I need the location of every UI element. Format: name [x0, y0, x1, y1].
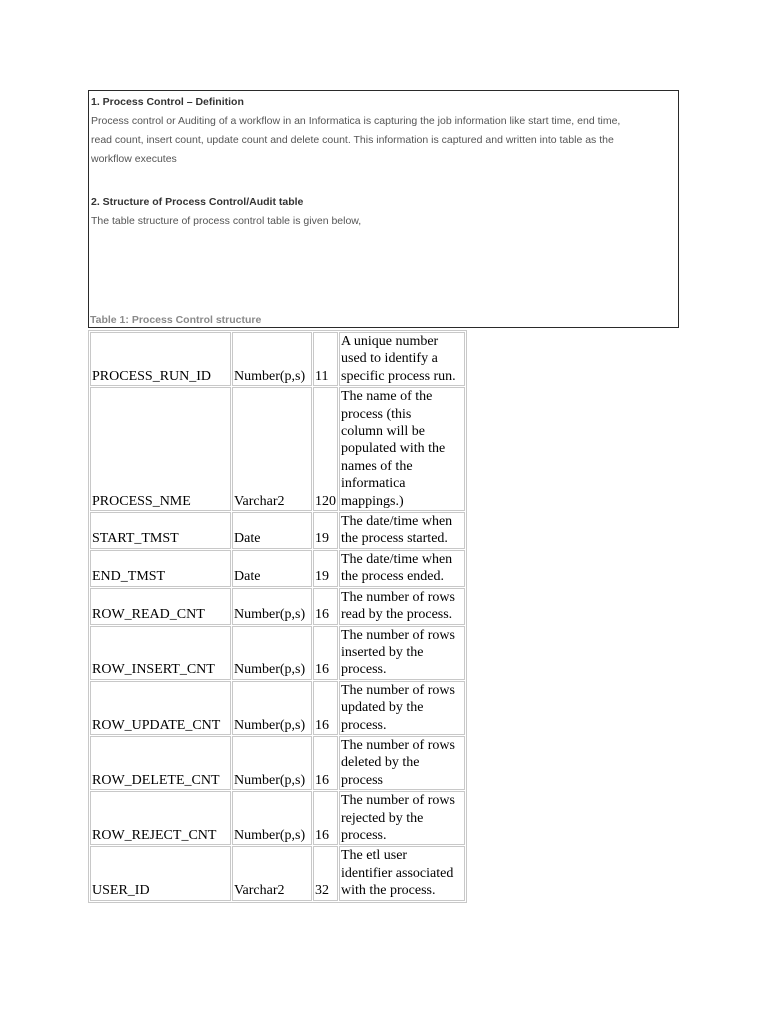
column-name-cell: START_TMST: [90, 512, 231, 549]
description-line: mappings.): [341, 493, 404, 509]
column-name-cell: ROW_READ_CNT: [90, 588, 231, 625]
definition-line-1: Process control or Auditing of a workflow in an Informatica is capturing the job information like start time, end time,: [91, 115, 621, 127]
table-row: [90, 332, 465, 386]
description-line: The date/time when: [341, 514, 453, 530]
table-caption: Table 1: Process Control structure: [90, 314, 262, 326]
description-line: process (this: [341, 406, 412, 422]
data-type-cell: Number(p,s): [232, 736, 312, 790]
table-row: [90, 387, 465, 511]
size-cell: 120: [313, 387, 338, 511]
description-line: The etl user: [341, 848, 408, 864]
description-line: used to identify a: [341, 351, 438, 367]
column-name-cell: ROW_INSERT_CNT: [90, 626, 231, 680]
size-cell: 19: [313, 550, 338, 587]
column-name-cell: ROW_DELETE_CNT: [90, 736, 231, 790]
description-line: column will be: [341, 424, 425, 440]
description-line: updated by the: [341, 700, 424, 716]
data-type-cell: Number(p,s): [232, 791, 312, 845]
size-cell: 11: [313, 332, 338, 386]
description-line: The number of rows: [341, 589, 455, 605]
data-type-cell: Number(p,s): [232, 681, 312, 735]
description-line: process.: [341, 827, 387, 843]
description-line: rejected by the: [341, 810, 424, 826]
description-cell: [339, 588, 465, 625]
data-type-cell: Number(p,s): [232, 332, 312, 386]
table-row: [90, 588, 465, 625]
description-cell: [339, 846, 465, 900]
description-cell: [339, 512, 465, 549]
description-cell: [339, 736, 465, 790]
description-line: process: [341, 772, 383, 788]
column-name-cell: END_TMST: [90, 550, 231, 587]
description-cell: [339, 332, 465, 386]
description-line: A unique number: [341, 334, 439, 349]
description-line: deleted by the: [341, 755, 420, 771]
table-row: [90, 846, 465, 900]
column-name-cell: ROW_UPDATE_CNT: [90, 681, 231, 735]
description-cell: [339, 387, 465, 511]
description-line: The number of rows: [341, 682, 455, 698]
description-cell: [339, 791, 465, 845]
description-cell: [339, 626, 465, 680]
description-cell: [339, 681, 465, 735]
description-line: informatica: [341, 476, 406, 492]
table-row: [90, 512, 465, 549]
section-2-intro: The table structure of process control table is given below,: [91, 215, 362, 227]
size-cell: 16: [313, 626, 338, 680]
description-line: names of the: [341, 458, 413, 474]
size-cell: 16: [313, 736, 338, 790]
column-name-cell: ROW_REJECT_CNT: [90, 791, 231, 845]
column-name-cell: USER_ID: [90, 846, 231, 900]
description-line: The name of the: [341, 389, 433, 405]
description-line: identifier associated: [341, 865, 454, 881]
table-row: [90, 626, 465, 680]
size-cell: 19: [313, 512, 338, 549]
description-line: inserted by the: [341, 644, 424, 660]
description-line: specific process run.: [341, 368, 456, 384]
description-line: with the process.: [341, 883, 436, 899]
description-line: read by the process.: [341, 607, 453, 623]
column-name-cell: PROCESS_RUN_ID: [90, 332, 231, 386]
data-type-cell: Varchar2: [232, 387, 312, 511]
process-control-table: [88, 330, 467, 903]
description-line: The number of rows: [341, 737, 455, 753]
description-line: populated with the: [341, 441, 446, 457]
definition-line-3: workflow executes: [91, 153, 177, 165]
definition-line-2: read count, insert count, update count and delete count. This information is captured and written into table as the: [91, 134, 614, 146]
section-1-heading: 1. Process Control – Definition: [91, 96, 244, 108]
table-row: [90, 681, 465, 735]
description-line: the process ended.: [341, 569, 445, 585]
description-cell: [339, 550, 465, 587]
description-line: The number of rows: [341, 793, 455, 809]
column-name-cell: PROCESS_NME: [90, 387, 231, 511]
section-2-heading: 2. Structure of Process Control/Audit table: [91, 196, 304, 208]
size-cell: 32: [313, 846, 338, 900]
size-cell: 16: [313, 681, 338, 735]
table-row: [90, 791, 465, 845]
description-line: process.: [341, 662, 387, 678]
data-type-cell: Date: [232, 512, 312, 549]
description-line: the process started.: [341, 531, 448, 547]
data-type-cell: Number(p,s): [232, 626, 312, 680]
description-line: process.: [341, 717, 387, 733]
table-row: [90, 550, 465, 587]
description-line: The number of rows: [341, 627, 455, 643]
size-cell: 16: [313, 588, 338, 625]
data-type-cell: Varchar2: [232, 846, 312, 900]
table-row: [90, 736, 465, 790]
data-type-cell: Date: [232, 550, 312, 587]
process-control-table-body: [90, 332, 465, 901]
data-type-cell: Number(p,s): [232, 588, 312, 625]
size-cell: 16: [313, 791, 338, 845]
description-line: The date/time when: [341, 551, 453, 567]
